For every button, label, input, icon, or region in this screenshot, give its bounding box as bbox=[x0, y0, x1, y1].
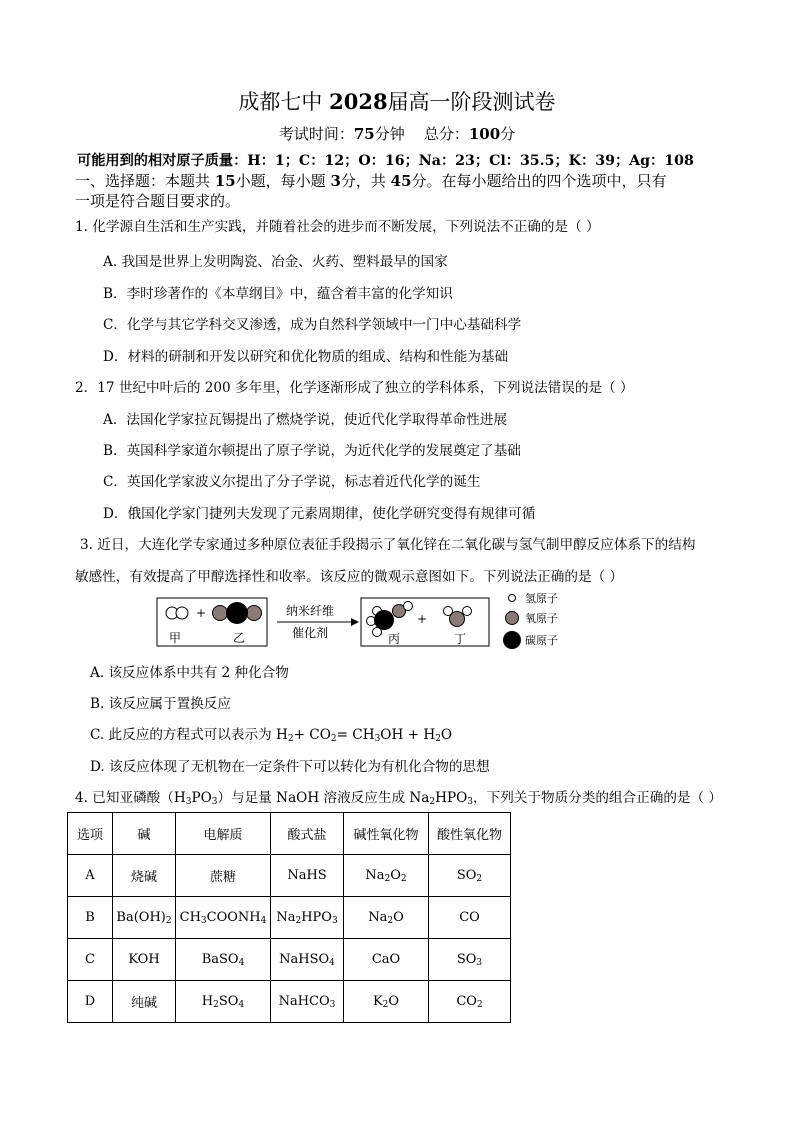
table-row bbox=[68, 981, 511, 1023]
header-cell: 选项 bbox=[68, 813, 113, 855]
header-cell: 酸性氧化物 bbox=[429, 813, 511, 855]
table-cell: $SO_2$ bbox=[429, 855, 511, 897]
exam-info bbox=[0, 123, 794, 144]
carbon-atom bbox=[226, 602, 248, 624]
header-cell: 酸式盐 bbox=[271, 813, 344, 855]
plus-sign: + bbox=[417, 612, 428, 626]
q2-option-b: B．英国科学家道尔顿提出了原子学说，为近代化学的发展奠定了基础 bbox=[103, 443, 521, 459]
table-row bbox=[68, 939, 511, 981]
q3-option-c: C. 此反应的方程式可以表示为 $H_2+ CO_2= CH_3OH + H_2O$ bbox=[90, 727, 453, 744]
table-row bbox=[68, 897, 511, 939]
table-cell: C bbox=[68, 939, 113, 981]
catalyst-line2: 催化剂 bbox=[292, 626, 329, 640]
q2-option-d: D．俄国化学家门捷列夫发现了元素周期律，使化学研究变得有规律可循 bbox=[103, 506, 536, 522]
q1-option-c: C．化学与其它学科交叉渗透，成为自然科学领域中一门中心基础科学 bbox=[103, 317, 522, 333]
catalyst-line1: 纳米纤维 bbox=[286, 604, 335, 618]
oxygen-atom bbox=[450, 612, 465, 627]
q1-stem: 1. 化学源自生活和生产实践，并随着社会的进步而不断发展，下列说法不正确的是（ ） bbox=[75, 219, 600, 235]
oxygen-atom bbox=[247, 606, 262, 621]
q2-option-c: C．英国化学家波义尔提出了分子学说，标志着近代化学的诞生 bbox=[103, 474, 481, 490]
title-year: 2028 bbox=[329, 89, 388, 114]
hydrogen-atom bbox=[404, 602, 413, 611]
table-cell: $Ba(OH)_2$ bbox=[113, 897, 176, 939]
table-cell: 纯碱 bbox=[113, 981, 176, 1023]
label-yi: 乙 bbox=[233, 631, 246, 645]
time-unit: 分钟 bbox=[374, 125, 405, 143]
label-jia: 甲 bbox=[169, 631, 182, 645]
table-cell: KOH bbox=[113, 939, 176, 981]
q4-stem: 4. 已知亚磷酸$(H_3PO_3)$与足量 NaOH 溶液反应生成 $Na_2HPO_3$，下列关于物质分类的组合正确的是（ ） bbox=[75, 790, 723, 807]
plus-sign: + bbox=[196, 606, 207, 620]
table-cell: $H_2SO_4$ bbox=[176, 981, 271, 1023]
page-title bbox=[0, 86, 794, 116]
table-cell: $CH_3COONH_4$ bbox=[176, 897, 271, 939]
q1-option-b: B．李时珍著作的《本草纲目》中，蕴含着丰富的化学知识 bbox=[103, 286, 453, 302]
label-ding: 丁 bbox=[454, 632, 467, 646]
carbon-atom bbox=[374, 610, 394, 630]
table-cell: $Na_2HPO_3$ bbox=[271, 897, 344, 939]
table-cell: $SO_3$ bbox=[429, 939, 511, 981]
table-cell: 蔗糖 bbox=[176, 855, 271, 897]
table-cell: 烧碱 bbox=[113, 855, 176, 897]
header-cell: 碱性氧化物 bbox=[344, 813, 429, 855]
q3-option-a: A. 该反应体系中共有 2 种化合物 bbox=[90, 665, 289, 681]
table-cell: BaSO$_4$ bbox=[176, 939, 271, 981]
q3-stem-line1: 3. 近日，大连化学专家通过多种原位表征手段揭示了氧化锌在二氧化碳与氢气制甲醇反应体系下的结构 bbox=[80, 537, 696, 553]
legend-hydrogen-label: 氢原子 bbox=[525, 593, 558, 605]
q2-option-a: A．法国化学家拉瓦锡提出了燃烧学说，使近代化学取得革命性进展 bbox=[103, 412, 508, 428]
hydrogen-atom bbox=[463, 607, 472, 616]
q3-option-b: B. 该反应属于置换反应 bbox=[90, 696, 231, 712]
table-cell: $K_2O$ bbox=[344, 981, 429, 1023]
legend-oxygen-icon bbox=[506, 612, 519, 625]
section-instruction-line2: 一项是符合题目要求的。 bbox=[75, 192, 241, 210]
table-cell: CO bbox=[429, 897, 511, 939]
title-school: 成都七中 bbox=[238, 90, 330, 114]
q3-option-d: D. 该反应体现了无机物在一定条件下可以转化为有机化合物的思想 bbox=[90, 759, 490, 775]
classification-table bbox=[67, 812, 511, 1023]
table-cell: A bbox=[68, 855, 113, 897]
score-unit: 分 bbox=[500, 125, 516, 143]
table-cell: B bbox=[68, 897, 113, 939]
arrow-head bbox=[351, 618, 359, 626]
q3-stem-line2: 敏感性，有效提高了甲醇选择性和收率。该反应的微观示意图如下。下列说法正确的是（ ） bbox=[75, 569, 624, 585]
table-cell: NaHCO$_3$ bbox=[271, 981, 344, 1023]
legend-carbon-label: 碳原子 bbox=[525, 634, 558, 647]
table-cell: $Na_2O_2$ bbox=[344, 855, 429, 897]
section-instruction-line1: 一、选择题：本题共 15小题，每小题 3分，共 45分。在每小题给出的四个选项中，只有 bbox=[75, 172, 667, 190]
atomic-mass-line: 可能用到的相对原子质量：H：1；C：12；O：16；Na：23；Cl：35.5；K：39；Ag：108 bbox=[77, 153, 694, 169]
legend-hydrogen-icon bbox=[509, 595, 516, 602]
table-cell: $Na_2O$ bbox=[344, 897, 429, 939]
score-value: 100 bbox=[468, 125, 501, 143]
header-cell: 碱 bbox=[113, 813, 176, 855]
table-cell: NaHS bbox=[271, 855, 344, 897]
legend-oxygen-label: 氧原子 bbox=[525, 612, 558, 625]
time-value: 75 bbox=[353, 125, 375, 143]
legend-carbon-icon bbox=[503, 631, 521, 649]
hydrogen-atom bbox=[176, 607, 188, 619]
score-label: 总分： bbox=[423, 125, 469, 143]
table-header-row bbox=[68, 813, 511, 855]
reaction-diagram bbox=[155, 593, 575, 653]
table-cell: CaO bbox=[344, 939, 429, 981]
q1-option-d: D．材料的研制和开发以研究和优化物质的组成、结构和性能为基础 bbox=[103, 349, 509, 365]
oxygen-atom bbox=[213, 606, 228, 621]
label-bing: 丙 bbox=[388, 632, 401, 646]
table-row bbox=[68, 855, 511, 897]
table-cell: $CO_2$ bbox=[429, 981, 511, 1023]
table-cell: D bbox=[68, 981, 113, 1023]
header-cell: 电解质 bbox=[176, 813, 271, 855]
q1-option-a: A. 我国是世界上发明陶瓷、冶金、火药、塑料最早的国家 bbox=[103, 254, 448, 270]
time-label: 考试时间： bbox=[278, 125, 354, 143]
q2-stem: 2．17 世纪中叶后的 200 多年里，化学逐渐形成了独立的学科体系，下列说法错误的是（ ） bbox=[75, 380, 634, 396]
table-cell: NaHSO$_4$ bbox=[271, 939, 344, 981]
title-exam: 届高一阶段测试卷 bbox=[387, 90, 556, 114]
